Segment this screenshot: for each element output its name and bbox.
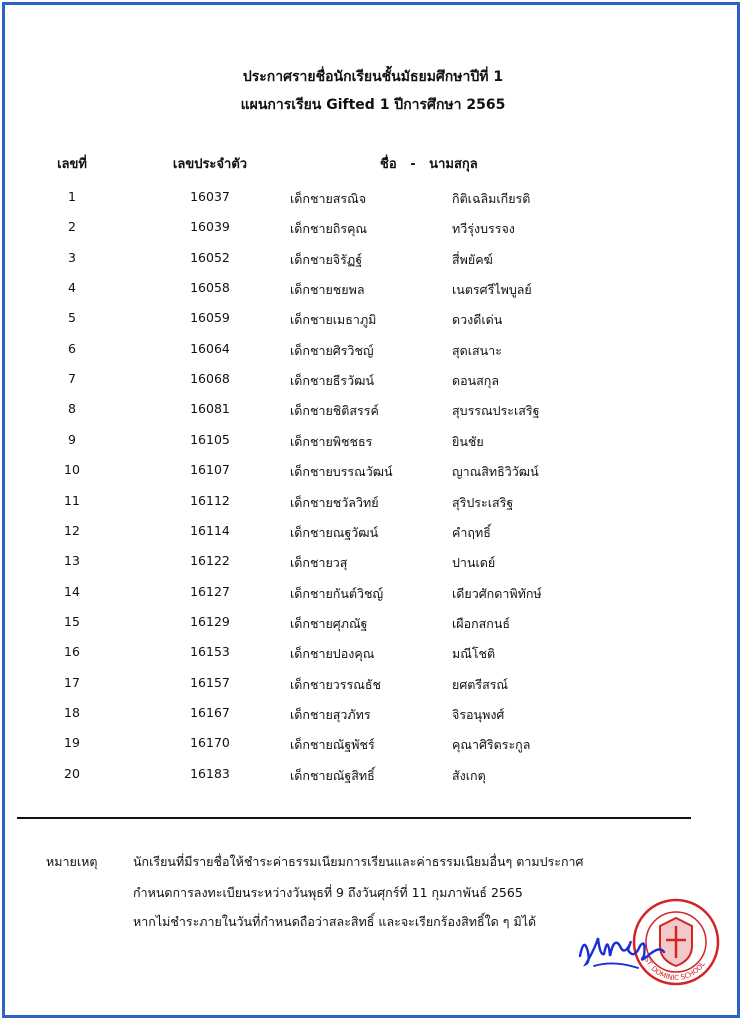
student-first-name: เด็กชายพิชชธร [290, 433, 373, 449]
student-first-name: เด็กชายเมธาภูมิ [290, 312, 377, 328]
student-first-name: เด็กชายสุวภัทร [290, 706, 371, 722]
student-id: 16127 [190, 583, 230, 599]
student-id: 16167 [190, 704, 230, 720]
student-first-name: เด็กชายกันต์วิชญ์ [290, 585, 384, 601]
page-title: ประกาศรายชื่อนักเรียนชั้นมัธยมศึกษาปีที่ 1 [242, 69, 504, 85]
row-number: 6 [68, 340, 76, 356]
row-number: 13 [64, 553, 80, 569]
student-last-name: กิติเฉลิมเกียรติ [452, 191, 531, 206]
student-id: 16129 [190, 613, 230, 629]
student-id: 16064 [190, 340, 230, 356]
row-number: 12 [64, 522, 80, 538]
student-id: 16058 [190, 280, 230, 296]
table-row [0, 341, 746, 365]
row-number: 10 [64, 462, 80, 478]
header-id: เลขประจำตัว [172, 157, 248, 172]
student-id: 16081 [190, 401, 230, 417]
signature-icon [574, 916, 670, 980]
student-first-name: เด็กชายชวัลวิทย์ [290, 494, 379, 510]
student-first-name: เด็กชายณัฐพัชร์ [290, 737, 375, 753]
student-id: 16114 [190, 522, 230, 538]
row-number: 16 [64, 644, 80, 660]
header-name: ชื่อ - นามสกุล [380, 157, 478, 172]
student-last-name: ยินชัย [452, 433, 484, 449]
note-line: หากไม่ชำระภายในวันที่กำหนดถือว่าสละสิทธิ์ และจะเรียกร้องสิทธิ์ใด ๆ มิได้ [133, 914, 537, 929]
table-row [0, 432, 746, 456]
student-first-name: เด็กชายชยพล [290, 282, 365, 298]
divider [17, 817, 691, 819]
row-number: 17 [64, 674, 80, 690]
student-first-name: เด็กชายธีรวัฒน์ [290, 373, 374, 389]
table-row [0, 250, 746, 274]
table-row [0, 462, 746, 486]
student-last-name: สังเกตุ [452, 767, 486, 783]
student-id: 16112 [190, 492, 230, 508]
student-last-name: ปานเดย์ [452, 555, 496, 571]
student-last-name: สุดเสนาะ [452, 342, 502, 358]
table-row [0, 310, 746, 334]
row-number: 8 [68, 401, 76, 417]
row-number: 1 [68, 189, 76, 204]
student-first-name: เด็กชายณัฐสิทธิ์ [290, 767, 375, 783]
student-id: 16122 [190, 553, 230, 569]
student-last-name: สุบรรณประเสริฐ [452, 403, 540, 419]
student-first-name: เด็กชายวรรณธัช [290, 676, 381, 692]
table-row [0, 401, 746, 425]
student-id: 16039 [190, 219, 230, 235]
page-subtitle: แผนการเรียน Gifted 1 ปีการศึกษา 2565 [240, 97, 506, 113]
table-row [0, 735, 746, 759]
table-row [0, 280, 746, 304]
student-id: 16183 [190, 765, 230, 781]
student-id: 16153 [190, 644, 230, 660]
student-id: 16157 [190, 674, 230, 690]
student-id: 16052 [190, 249, 230, 265]
seal-text: ST. DOMINIC SCHOOL [642, 955, 707, 983]
student-first-name: เด็กชายบรรณวัฒน์ [290, 464, 393, 480]
student-last-name: ยศตรีสรณ์ [452, 676, 509, 692]
row-number: 7 [68, 371, 76, 387]
row-number: 14 [64, 583, 80, 599]
table-row [0, 766, 746, 790]
row-number: 2 [68, 219, 76, 235]
student-first-name: เด็กชายวสุ [290, 555, 348, 571]
student-id: 16105 [190, 431, 230, 447]
student-last-name: คุณาศิริตระกูล [452, 737, 531, 753]
table-row [0, 675, 746, 699]
row-number: 3 [68, 249, 76, 265]
table-row [0, 644, 746, 668]
student-last-name: เดียวศักดาพิทักษ์ [452, 585, 542, 601]
student-last-name: มณีโชติ [452, 646, 496, 662]
student-last-name: เนตรศรีไพบูลย์ [452, 282, 532, 298]
student-last-name: เผือกสกนธ์ [452, 615, 511, 631]
student-first-name: เด็กชายชิติสรรค์ [290, 403, 379, 419]
student-first-name: เด็กชายจิรัฏฐ์ [290, 251, 363, 267]
table-row [0, 614, 746, 638]
student-first-name: เด็กชายถิรคุณ [290, 221, 368, 237]
table-row [0, 705, 746, 729]
row-number: 20 [64, 765, 80, 781]
row-number: 9 [68, 431, 76, 447]
table-row [0, 371, 746, 395]
student-first-name: เด็กชายปองคุณ [290, 646, 375, 662]
student-first-name: เด็กชายสรณิจ [290, 191, 367, 206]
row-number: 4 [68, 280, 76, 296]
row-number: 5 [68, 310, 76, 326]
table-row [0, 523, 746, 547]
student-last-name: จิรอนุพงศ์ [452, 706, 505, 722]
student-id: 16059 [190, 310, 230, 326]
row-number: 15 [64, 613, 80, 629]
table-row [0, 553, 746, 577]
row-number: 11 [64, 492, 80, 508]
student-id: 16068 [190, 371, 230, 387]
student-first-name: เด็กชายณฐวัฒน์ [290, 524, 379, 540]
note-label: หมายเหตุ [46, 854, 98, 869]
student-last-name: ทวีรุ่งบรรจง [452, 221, 515, 237]
student-last-name: ญาณสิทธิวิวัฒน์ [452, 464, 539, 480]
student-first-name: เด็กชายศุภณัฐ [290, 615, 368, 631]
table-row [0, 493, 746, 517]
student-first-name: เด็กชายศิรวิชญ์ [290, 342, 374, 358]
student-last-name: ดวงดีเด่น [452, 312, 503, 328]
student-id: 16107 [190, 462, 230, 478]
row-number: 19 [64, 735, 80, 751]
table-row [0, 219, 746, 243]
note-line: กำหนดการลงทะเบียนระหว่างวันพุธที่ 9 ถึงวันศุกร์ที่ 11 กุมภาพันธ์ 2565 [133, 885, 523, 900]
table-row [0, 189, 746, 213]
row-number: 18 [64, 704, 80, 720]
student-last-name: ดอนสกุล [452, 373, 500, 389]
student-id: 16037 [190, 189, 230, 204]
table-row [0, 584, 746, 608]
student-id: 16170 [190, 735, 230, 751]
note-line: นักเรียนที่มีรายชื่อให้ชำระค่าธรรมเนียมการเรียนและค่าธรรมเนียมอื่นๆ ตามประกาศ [133, 854, 584, 869]
student-last-name: สี่พยัคฆ์ [452, 251, 493, 267]
header-no: เลขที่ [57, 157, 87, 172]
student-last-name: สุริประเสริฐ [452, 494, 514, 510]
student-last-name: คำฤทธิ์ [452, 524, 491, 540]
